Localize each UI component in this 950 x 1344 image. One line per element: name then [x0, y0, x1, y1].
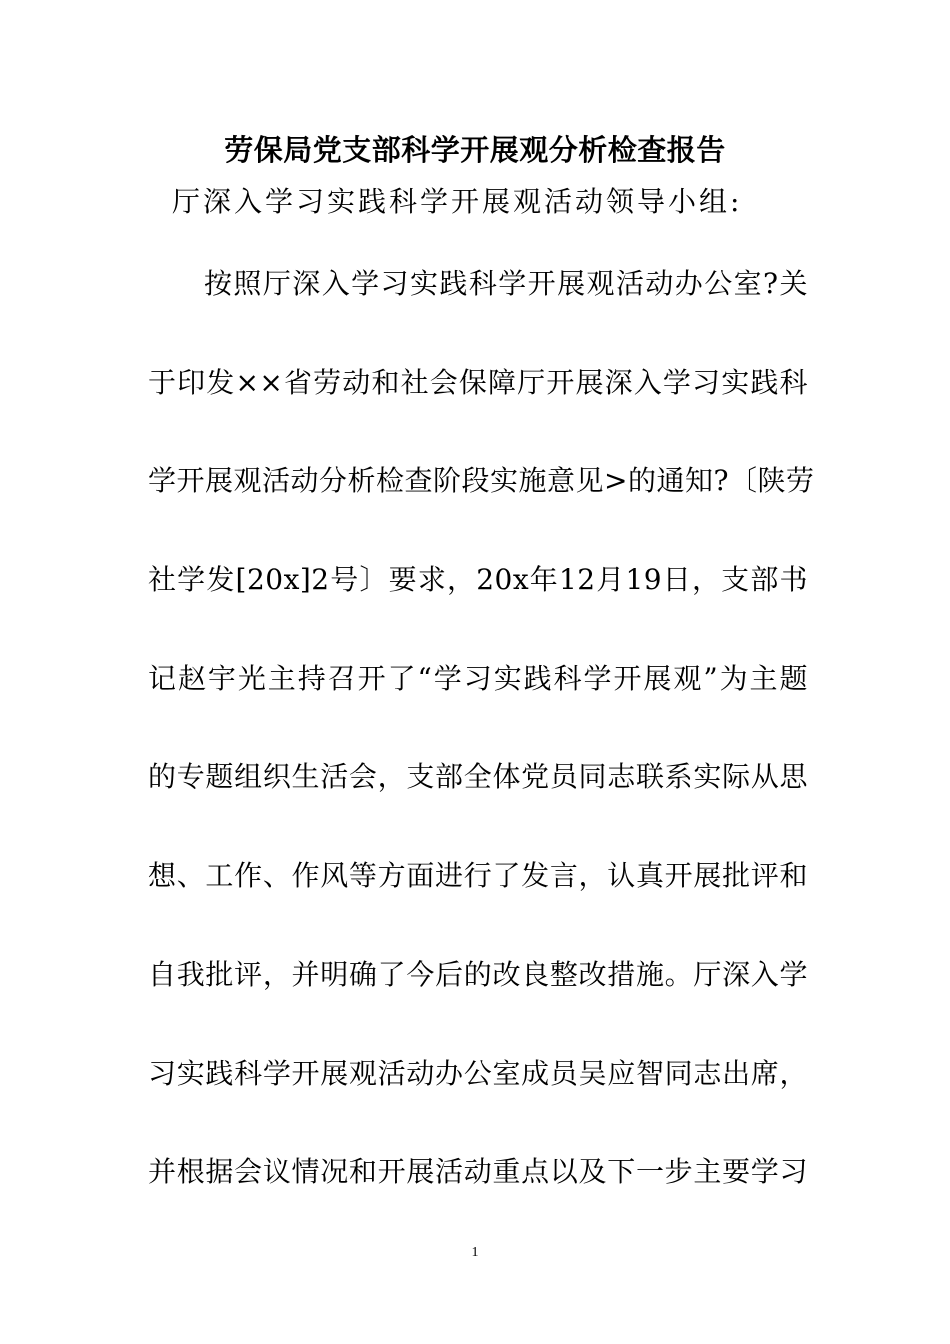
body-line-3: 学开展观活动分析检查阶段实施意见>的通知?〔陕劳: [148, 464, 815, 497]
document-title: 劳保局党支部科学开展观分析检查报告: [224, 133, 726, 167]
page-number: 1: [471, 1245, 479, 1260]
body-line-8: 自我批评，并明确了今后的改良整改措施。厅深入学: [148, 958, 808, 991]
salutation: 厅深入学习实践科学开展观活动领导小组:: [172, 185, 743, 218]
body-line-1: 按照厅深入学习实践科学开展观活动办公室?关: [204, 267, 808, 300]
body-line-10: 并根据会议情况和开展活动重点以及下一步主要学习: [148, 1155, 808, 1188]
body-line-4: 社学发[20x]2号〕要求，20x年12月19日，支部书: [148, 563, 808, 596]
body-line-5: 记赵宇光主持召开了“学习实践科学开展观”为主题: [148, 662, 808, 695]
body-line-6: 的专题组织生活会，支部全体党员同志联系实际从思: [148, 760, 808, 793]
body-line-9: 习实践科学开展观活动办公室成员吴应智同志出席，: [148, 1057, 808, 1090]
body-line-7: 想、工作、作风等方面进行了发言，认真开展批评和: [148, 859, 808, 892]
body-line-2: 于印发××省劳动和社会保障厅开展深入学习实践科: [148, 366, 808, 399]
